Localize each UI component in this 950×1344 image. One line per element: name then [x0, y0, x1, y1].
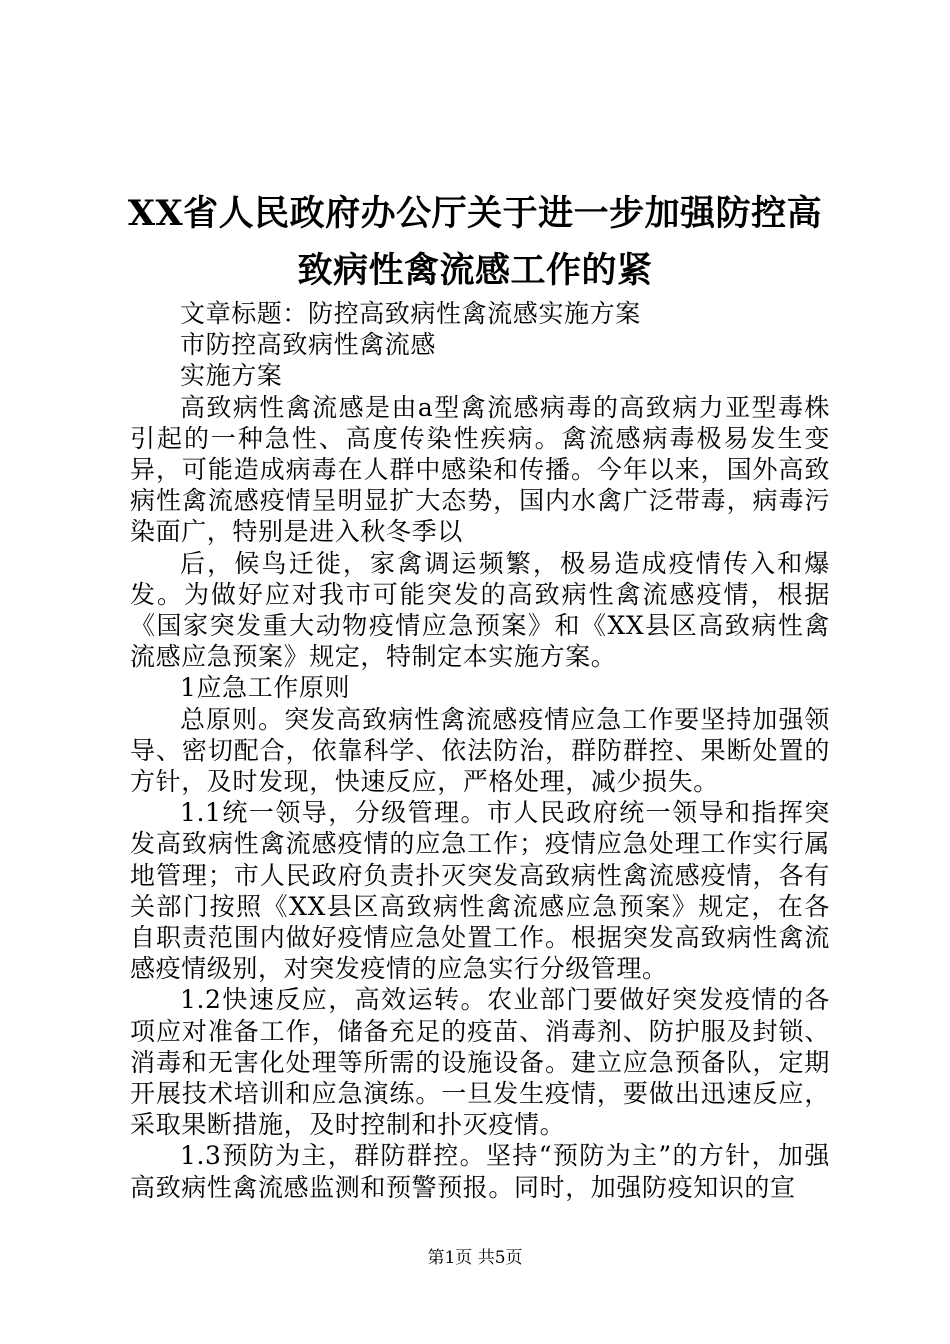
body-paragraph: 1.2快速反应，高效运转。农业部门要做好突发疫情的各项应对准备工作，储备充足的疫苗、消毒剂、防护服及封锁、消毒和无害化处理等所需的设施设备。建立应急预备队，定期开展技术培训和应急演练。一旦发生疫情，要做出迅速反应，采取果断措施，及时控制和扑灭疫情。: [130, 985, 830, 1140]
document-title-line-2: 致病性禽流感工作的紧: [297, 250, 653, 291]
subtitle-line: 市防控高致病性禽流感: [180, 330, 437, 360]
body-paragraph: 1.3预防为主，群防群控。坚持“预防为主”的方针，加强高致病性禽流感监测和预警预报。同时，加强防疫知识的宣: [130, 1141, 830, 1202]
article-title-line: 文章标题：防控高致病性禽流感实施方案: [180, 299, 641, 328]
body-paragraph: 总原则。突发高致病性禽流感疫情应急工作要坚持加强领导、密切配合，依靠科学、依法防治，群防群控、果断处置的方针，及时发现，快速反应，严格处理，减少损失。: [130, 704, 830, 797]
document-body: [130, 298, 830, 1203]
section-heading: 1应急工作原则: [180, 673, 351, 703]
body-paragraph: 高致病性禽流感是由a型禽流感病毒的高致病力亚型毒株引起的一种急性、高度传染性疾病。禽流感病毒极易发生变异，可能造成病毒在人群中感染和传播。今年以来，国外高致病性禽流感疫情呈明显扩大态势，国内水禽广泛带毒，病毒污染面广，特别是进入秋冬季以: [130, 392, 830, 547]
page-number-footer: 第1页 共5页: [427, 1248, 523, 1268]
document-title-line-1: XX省人民政府办公厅关于进一步加强防控高: [127, 193, 823, 234]
body-paragraph: 1.1统一领导，分级管理。市人民政府统一领导和指挥突发高致病性禽流感疫情的应急工作；疫情应急处理工作实行属地管理；市人民政府负责扑灭突发高致病性禽流感疫情，各有关部门按照《XX县区高致病性禽流感应急预案》规定，在各自职责范围内做好疫情应急处置工作。根据突发高致病性禽流感疫情级别，对突发疫情的应急实行分级管理。: [130, 798, 830, 984]
body-paragraph: 后，候鸟迁徙，家禽调运频繁，极易造成疫情传入和爆发。为做好应对我市可能突发的高致病性禽流感疫情，根据《国家突发重大动物疫情应急预案》和《XX县区高致病性禽流感应急预案》规定，特制定本实施方案。: [130, 548, 830, 672]
subtitle-line: 实施方案: [180, 361, 283, 391]
